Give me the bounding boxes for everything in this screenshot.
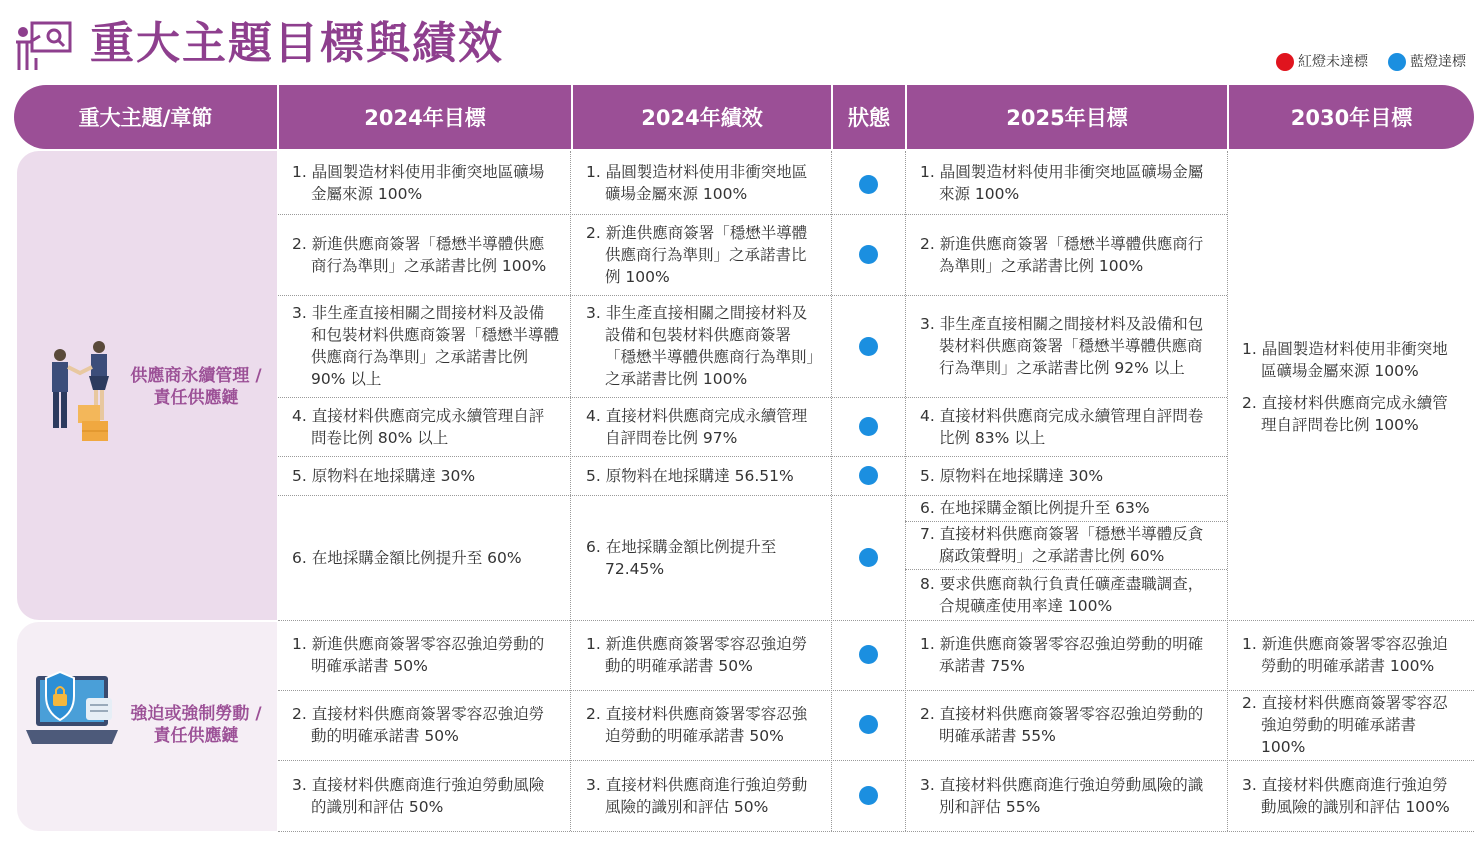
legend-blue — [1388, 52, 1466, 72]
cell-text: 3. 直接材料供應商進行強迫勞動風險的識別和評估 50% — [586, 775, 808, 816]
cell-text: 6. 在地採購金額比例提升至 72.45% — [586, 537, 777, 578]
red-light-icon — [1276, 53, 1294, 71]
cell-text: 7. 直接材料供應商簽署「穩懋半導體反貪腐政策聲明」之承諾書比例 60% — [920, 525, 1204, 565]
topic-forced-labor-line1: 強迫或強制勞動 / — [130, 704, 262, 724]
cell-text: 4. 直接材料供應商完成永續管理自評問卷比例 80% 以上 — [292, 406, 545, 447]
header-status: 狀態 — [848, 106, 890, 130]
r2024-supplier-6 — [585, 495, 821, 620]
t2025-labor-1 — [919, 620, 1217, 690]
t2024-supplier-3 — [291, 295, 559, 397]
t2025-supplier-8 — [919, 569, 1217, 620]
cell-text: 2. 直接材料供應商簽署零容忍強迫勞動的明確承諾書 50% — [586, 705, 808, 745]
cell-text: 4. 直接材料供應商完成永續管理自評問卷比例 83% 以上 — [920, 406, 1204, 447]
presentation-icon — [14, 20, 74, 72]
topic-forced-labor-line2: 責任供應鏈 — [153, 726, 239, 746]
t2030-labor-3 — [1241, 760, 1463, 831]
cell-text: 3. 直接材料供應商進行強迫勞動風險的識別和評估 50% — [292, 775, 545, 816]
topic-supplier-line1: 供應商永續管理 / — [130, 366, 262, 386]
t2024-labor-3 — [291, 760, 559, 831]
legend-blue-label: 藍燈達標 — [1410, 54, 1466, 70]
t2025-supplier-5 — [919, 456, 1217, 495]
header-2024-target: 2024年目標 — [364, 106, 486, 130]
t2024-supplier-2 — [291, 214, 559, 295]
handshake-icon — [44, 337, 116, 443]
table-header — [14, 85, 1474, 149]
topic-supplier-line2: 責任供應鏈 — [153, 388, 239, 408]
status-blue-icon — [859, 417, 878, 436]
r2024-supplier-5 — [585, 456, 821, 495]
cell-text: 3. 直接材料供應商進行強迫勞動風險的識別和評估 55% — [920, 775, 1204, 816]
t2024-supplier-1 — [291, 151, 559, 214]
header-2030-target: 2030年目標 — [1290, 106, 1413, 130]
cell-text: 2. 新進供應商簽署「穩懋半導體供應商行為準則」之承諾書比例 100% — [586, 223, 808, 286]
t2025-supplier-4 — [919, 397, 1217, 456]
topic-forced-labor-label — [118, 703, 274, 747]
cell-text: 5. 原物料在地採購達 30% — [292, 466, 476, 485]
cell-text: 2. 直接材料供應商簽署零容忍強迫勞動的明確承諾書 50% — [292, 705, 545, 745]
cell-text: 1. 晶圓製造材料使用非衝突地區礦場金屬來源 100% — [586, 162, 808, 203]
r2024-labor-3 — [585, 760, 821, 831]
status-blue-icon — [859, 175, 878, 194]
r2024-supplier-4 — [585, 397, 821, 456]
cell-text: 2. 直接材料供應商簽署零容忍強迫勞動的明確承諾書 100% — [1242, 694, 1448, 756]
cell-text: 1. 晶圓製造材料使用非衝突地區礦場金屬來源 100% — [292, 162, 545, 203]
status-blue-icon — [859, 786, 878, 805]
cell-text: 6. 在地採購金額比例提升至 63% — [920, 499, 1150, 517]
status-blue-icon — [859, 245, 878, 264]
cell-text: 1. 新進供應商簽署零容忍強迫勞動的明確承諾書 100% — [1242, 635, 1448, 675]
cell-text: 5. 原物料在地採購達 30% — [920, 466, 1104, 485]
t2024-supplier-5 — [291, 456, 559, 495]
t2030-labor-2 — [1241, 690, 1463, 760]
r2024-labor-2 — [585, 690, 821, 760]
blue-light-icon — [1388, 53, 1406, 71]
cell-text: 5. 原物料在地採購達 56.51% — [586, 466, 794, 485]
page-title: 重大主題目標與績效 — [90, 18, 504, 69]
cell-text: 4. 直接材料供應商完成永續管理自評問卷比例 97% — [586, 406, 808, 447]
cell-text: 2. 新進供應商簽署「穩懋半導體供應商行為準則」之承諾書比例 100% — [292, 234, 547, 275]
t2024-supplier-4 — [291, 397, 559, 456]
cell-text: 3. 直接材料供應商進行強迫勞動風險的識別和評估 100% — [1242, 775, 1450, 816]
status-blue-icon — [859, 715, 878, 734]
header-2024-result: 2024年績效 — [641, 106, 763, 130]
r2024-supplier-3 — [585, 295, 821, 397]
t2024-supplier-6 — [291, 495, 559, 620]
cell-text: 1. 新進供應商簽署零容忍強迫勞動的明確承諾書 75% — [920, 635, 1204, 675]
r2024-labor-1 — [585, 620, 821, 690]
status-blue-icon — [859, 645, 878, 664]
t2025-supplier-2 — [919, 214, 1217, 295]
cell-text: 2. 直接材料供應商完成永續管理自評問卷比例 100% — [1242, 394, 1448, 434]
t2024-labor-1 — [291, 620, 559, 690]
cell-text: 2. 直接材料供應商簽署零容忍強迫勞動的明確承諾書 55% — [920, 705, 1204, 745]
topic-supplier-label — [118, 365, 274, 409]
status-blue-icon — [859, 337, 878, 356]
t2024-labor-2 — [291, 690, 559, 760]
status-blue-icon — [859, 548, 878, 567]
cell-text: 1. 晶圓製造材料使用非衝突地區礦場金屬來源 100% — [1242, 340, 1448, 380]
cell-text: 6. 在地採購金額比例提升至 60% — [292, 548, 522, 567]
cell-text: 2. 新進供應商簽署「穩懋半導體供應商行為準則」之承諾書比例 100% — [920, 234, 1204, 275]
cell-text: 3. 非生產直接相關之間接材料及設備和包裝材料供應商簽署「穩懋半導體供應商行為準則」之承諾書比例 100% — [586, 304, 815, 388]
t2030-supplier — [1241, 338, 1463, 436]
cell-text: 1. 晶圓製造材料使用非衝突地區礦場金屬來源 100% — [920, 162, 1204, 203]
t2025-labor-3 — [919, 760, 1217, 831]
t2025-labor-2 — [919, 690, 1217, 760]
r2024-supplier-2 — [585, 214, 821, 295]
header-2025-target: 2025年目標 — [1006, 106, 1128, 130]
t2025-supplier-1 — [919, 151, 1217, 214]
t2025-supplier-3 — [919, 295, 1217, 397]
cell-text: 3. 非生產直接相關之間接材料及設備和包裝材料供應商簽署「穩懋半導體供應商行為準則」之承諾書比例 90% 以上 — [292, 304, 560, 388]
t2030-labor-1 — [1241, 620, 1463, 690]
t2025-supplier-6 — [919, 495, 1217, 521]
t2025-supplier-7 — [919, 521, 1217, 569]
header-topic: 重大主題/章節 — [78, 106, 213, 130]
cell-text: 1. 新進供應商簽署零容忍強迫勞動的明確承諾書 50% — [586, 635, 808, 675]
status-blue-icon — [859, 466, 878, 485]
laptop-shield-lock-icon — [24, 668, 119, 753]
r2024-supplier-1 — [585, 151, 821, 214]
legend-red — [1276, 52, 1368, 72]
legend-red-label: 紅燈未達標 — [1298, 54, 1368, 70]
cell-text: 3. 非生產直接相關之間接材料及設備和包裝材料供應商簽署「穩懋半導體供應商行為準則」之承諾書比例 92% 以上 — [920, 315, 1204, 377]
cell-text: 8. 要求供應商執行負責任礦產盡職調查，合規礦產使用率達 100% — [920, 574, 1204, 615]
cell-text: 1. 新進供應商簽署零容忍強迫勞動的明確承諾書 50% — [292, 635, 545, 675]
